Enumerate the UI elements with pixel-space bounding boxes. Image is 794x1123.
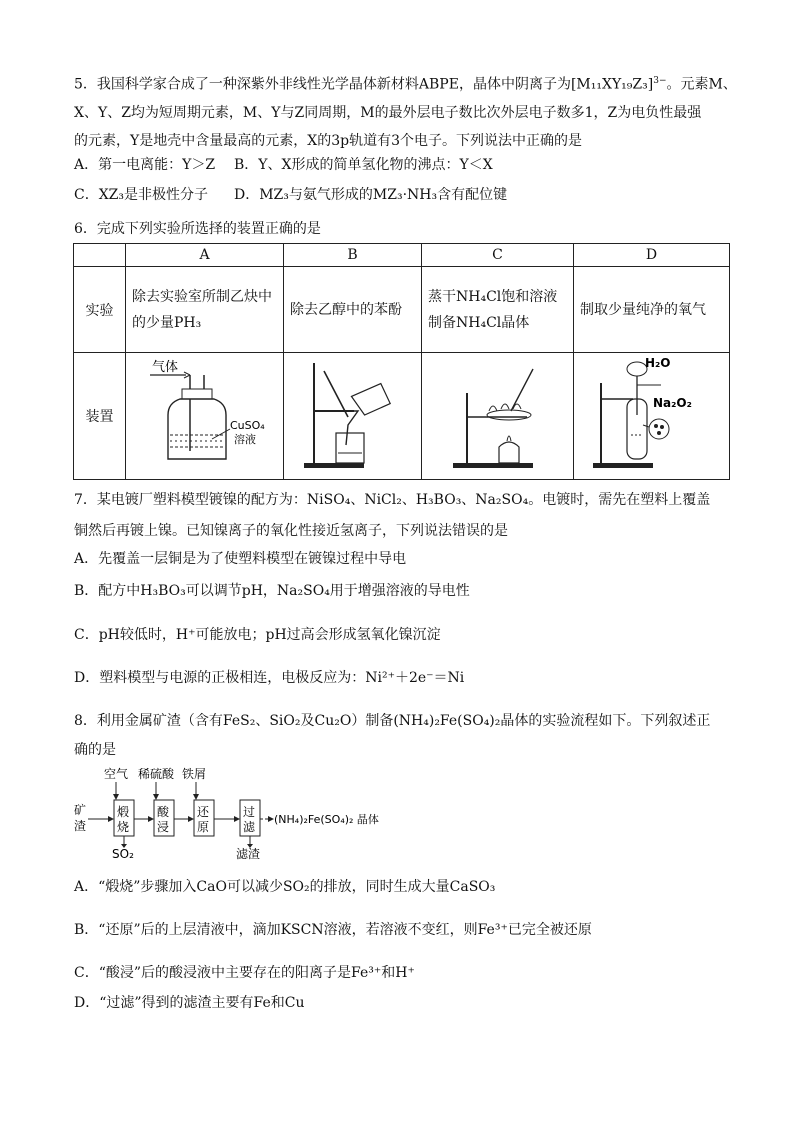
svg-text:滤渣: 滤渣 — [236, 847, 261, 860]
svg-text:还: 还 — [197, 805, 210, 819]
filtration-diagram — [288, 355, 418, 473]
q5-option-a[interactable]: A．第一电离能：Y＞Z — [74, 157, 216, 173]
q8-stem-line2: 确的是 — [74, 742, 116, 758]
svg-text:煅: 煅 — [117, 805, 130, 819]
q6-header-d: D — [574, 244, 730, 267]
svg-text:空气: 空气 — [104, 767, 129, 781]
svg-text:浸: 浸 — [157, 820, 170, 834]
q8-option-d[interactable]: D．“过滤”得到的滤渣主要有Fe和Cu — [74, 995, 305, 1011]
q6-header-a: A — [126, 244, 284, 267]
svg-text:矿: 矿 — [74, 803, 87, 817]
svg-text:烧: 烧 — [117, 820, 130, 834]
svg-text:原: 原 — [197, 820, 210, 834]
q6-exp-a: 除去实验室所制乙炔中 的少量PH₃ — [126, 267, 284, 353]
svg-text:CuSO₄: CuSO₄ — [229, 419, 265, 432]
q7-stem-line2: 铜然后再镀上镍。已知镍离子的氧化性接近氢离子，下列说法错误的是 — [74, 523, 508, 539]
q6-table — [73, 243, 730, 480]
q7-option-d[interactable]: D．塑料模型与电源的正极相连，电极反应为：Ni²⁺＋2e⁻＝Ni — [74, 670, 465, 686]
svg-text:溶液: 溶液 — [233, 433, 256, 446]
svg-text:稀硫酸: 稀硫酸 — [138, 767, 175, 781]
q8-option-b[interactable]: B．“还原”后的上层清液中，滴加KSCN溶液，若溶液不变红，则Fe³⁺已完全被还原 — [74, 922, 592, 938]
q5-stem-line1: 5．我国科学家合成了一种深紫外非线性光学晶体新材料ABPE，晶体中阴离子为$[M_{11}XY_{19}Z_3]^{3-}$。元素M、 — [74, 76, 737, 93]
q7-option-b[interactable]: B．配方中H₃BO₃可以调节pH，Na₂SO₄用于增强溶液的导电性 — [74, 583, 470, 599]
q8-option-c[interactable]: C．“酸浸”后的酸浸液中主要存在的阳离子是Fe³⁺和H⁺ — [74, 965, 415, 981]
anion-charge: 3− — [653, 76, 667, 86]
q7-option-c[interactable]: C．pH较低时，H⁺可能放电；pH过高会形成氢氧化镍沉淀 — [74, 627, 441, 643]
q8-option-a[interactable]: A．“煅烧”步骤加入CaO可以减少SO₂的排放，同时生成大量CaSO₃ — [74, 879, 496, 895]
svg-text:渣: 渣 — [74, 819, 87, 833]
svg-text:(NH₄)₂Fe(SO₄)₂ 晶体: (NH₄)₂Fe(SO₄)₂ 晶体 — [274, 813, 379, 826]
q6-header-c: C — [422, 244, 574, 267]
q5-options-ab — [74, 155, 754, 175]
oxygen-generation-diagram — [577, 355, 727, 473]
q6-apparatus-c — [422, 353, 574, 480]
q6-experiment-row — [74, 267, 730, 353]
anion-formula: [M₁₁XY₁₉Z₃] — [570, 76, 654, 93]
q5-stem-line2: X、Y、Z均为短周期元素，M、Y与Z同周期，M的最外层电子数比次外层电子数多1，Z为电负性最强 — [74, 105, 702, 121]
q5-option-b[interactable]: B．Y、X形成的简单氢化物的沸点：Y＜X — [234, 157, 493, 173]
q5-stem-line3: 的元素，Y是地壳中含量最高的元素，X的3p轨道有3个电子。下列说法中正确的是 — [74, 133, 582, 149]
svg-text:Na₂O₂: Na₂O₂ — [652, 396, 692, 410]
q5-option-d[interactable]: D．MZ₃与氨气形成的MZ₃·NH₃含有配位键 — [234, 187, 508, 203]
q6-row-label-apparatus: 装置 — [74, 353, 126, 480]
svg-text:滤: 滤 — [243, 820, 256, 834]
q6-header-blank — [74, 244, 126, 267]
q6-stem: 6．完成下列实验所选择的装置正确的是 — [74, 221, 321, 237]
evaporation-diagram — [433, 355, 563, 473]
svg-text:铁屑: 铁屑 — [182, 767, 207, 781]
process-flowchart — [70, 764, 400, 860]
q7-stem-line1: 7．某电镀厂塑料模型镀镍的配方为：NiSO₄、NiCl₂、H₃BO₃、Na₂SO₄。电镀时，需先在塑料上覆盖 — [74, 492, 711, 508]
q6-exp-c: 蒸干NH₄Cl饱和溶液 制备NH₄Cl晶体 — [422, 267, 574, 353]
q6-header-b: B — [284, 244, 422, 267]
q7-option-a[interactable]: A．先覆盖一层铜是为了使塑料模型在镀镍过程中导电 — [74, 551, 407, 567]
svg-text:过: 过 — [243, 805, 256, 819]
q6-exp-d: 制取少量纯净的氧气 — [574, 267, 730, 353]
q6-apparatus-a — [126, 353, 284, 480]
q6-header-row — [74, 244, 730, 267]
svg-text:酸: 酸 — [157, 805, 170, 819]
gas-washing-bottle-diagram — [130, 355, 280, 473]
q5-option-c[interactable]: C．XZ₃是非极性分子 — [74, 187, 209, 203]
q5-options-cd — [74, 185, 754, 205]
q8-stem-line1: 8．利用金属矿渣（含有FeS₂、SiO₂及Cu₂O）制备(NH₄)₂Fe(SO₄)₂晶体的实验流程如下。下列叙述正 — [74, 713, 711, 729]
svg-text:H₂O: H₂O — [644, 356, 670, 370]
q6-exp-b: 除去乙醇中的苯酚 — [284, 267, 422, 353]
q6-apparatus-row — [74, 353, 730, 480]
q6-row-label-experiment: 实验 — [74, 267, 126, 353]
svg-text:SO₂: SO₂ — [112, 847, 134, 860]
q6-apparatus-b — [284, 353, 422, 480]
q6-apparatus-d — [574, 353, 730, 480]
svg-text:气体: 气体 — [151, 360, 178, 375]
